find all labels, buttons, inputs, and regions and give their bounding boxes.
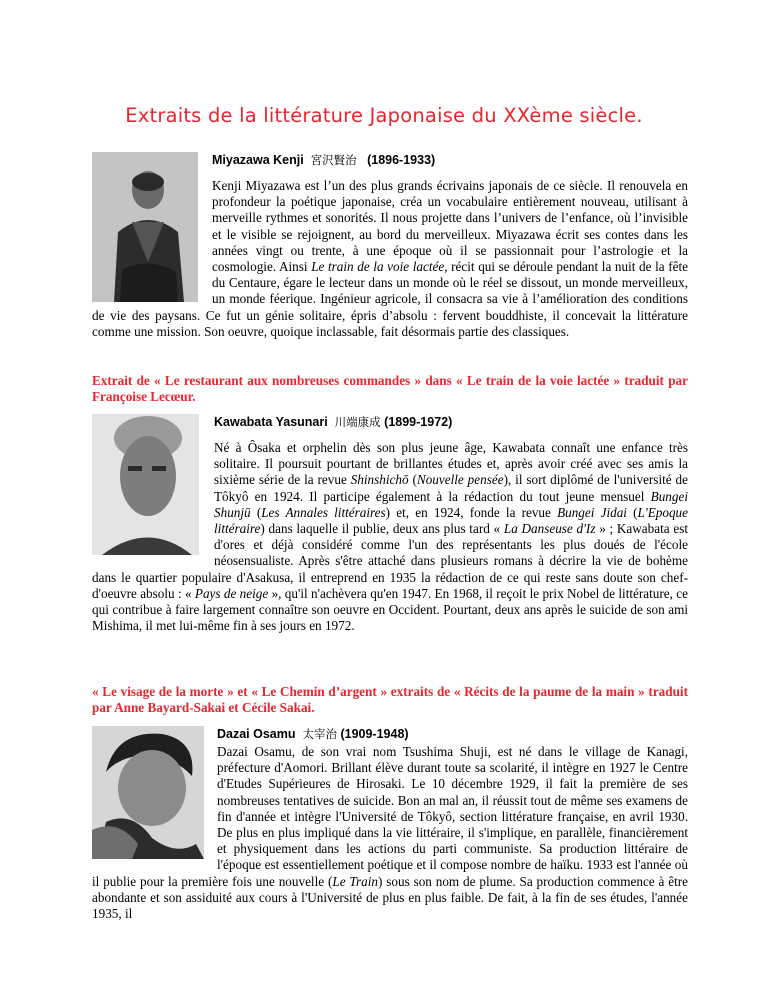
author-bio-miyazawa: Kenji Miyazawa est l’un des plus grands écrivains japonais de ce siècle. Il renouvela en profondeur la poétique japonaise, créa un vocabulaire entièrement nouveau, utilisant à merveille rythmes et sonorités. Il nous projette dans l’univers de l’enfance, où l’invisible et le visible se rejoignent, au bord du merveilleux. Miyazawa écrit ses contes dans les années vingt ou trente, à une époque où il se passionnait pour l’astrologie et la cosmologie. Ainsi Le train de la voie lactée, récit qui se déroule pendant la nuit de la fête du Centaure, égare le lecteur dans un monde où le réel se dissout, un monde merveilleux, un monde féerique. Ingénieur agricole, il consacra sa vie à l’amélioration des conditions de vie des paysans. Ce fut un génie solitaire, épris d’absolu : fervent bouddhiste, il concevait la littérature comme une mission. Son oeuvre, quoique inclassable, fait désormais partie des classiques. — [92, 178, 688, 339]
author-name: Miyazawa Kenji — [212, 153, 304, 167]
author-kanji: 川端康成 — [334, 415, 381, 429]
portrait-miyazawa-photo — [92, 152, 198, 302]
excerpt-note-kawabata: « Le visage de la morte » et « Le Chemin d’argent » extraits de « Récits de la paume de la main » traduit par Anne Bayard-Sakai et Cécile Sakai. — [92, 684, 688, 716]
author-kanji: 宮沢賢治 — [310, 153, 357, 167]
author-name: Dazai Osamu — [217, 727, 296, 741]
portrait-dazai-photo — [92, 726, 204, 859]
page-title: Extraits de la littérature Japonaise du XXème siècle. — [125, 104, 643, 127]
author-name: Kawabata Yasunari — [214, 415, 328, 429]
author-bio-dazai: Dazai Osamu, de son vrai nom Tsushima Shuji, est né dans le village de Kanagi, préfecture d'Aomori. Brillant élève durant toute sa scolarité, il intègre en 1927 le Centre d'Etudes Supérieures de Hirosaki. Le 10 décembre 1929, il fait la première de ses nombreuses tentatives de suicide. Bon an mal an, il réussit tout de même ses examens de fin d'année et intègre l'Université de Tôkyô, section littérature française, en avril 1930. De plus en plus impliqué dans la vie littéraire, il s'implique, en parallèle, financièrement et physiquement dans les actions du parti communiste. Sa production littéraire de l'époque est essentiellement poétique et il compose nombre de haïku. 1933 est l'année où il publie pour la première fois une nouvelle (Le Train) sous son nom de plume. Sa production commence à être abondante et son assiduité aux cours à l'Université de plus en plus faible. De fait, à la fin de ses études, l'année 1935, il — [92, 744, 688, 922]
author-dates: (1909-1948) — [340, 727, 409, 741]
author-section-kawabata — [92, 414, 688, 634]
author-kanji: 太宰治 — [302, 727, 337, 741]
author-bio-kawabata: Né à Ôsaka et orphelin dès son plus jeune âge, Kawabata connaît une enfance très solitaire. Il poursuit pourtant de brillantes études et, après avoir créé avec ses amis la sixième série de la revue Shinshichō (Nouvelle pensée), il sort diplômé de l'université de Tôkyô en 1924. Il participe également à la rédaction du tout jeune mensuel Bungei Shunjū (Les Annales littéraires) et, en 1924, fonde la revue Bungei Jidai (L'Epoque littéraire) dans laquelle il publie, deux ans plus tard « La Danseuse d'Iz » ; Kawabata est d'ores et déjà considéré comme l'un des représentants les plus doués de l'école néosensualiste. Après s'être attaché dans plusieurs romans à décrire la vie de bohème dans le quartier populaire d'Asakusa, il entreprend en 1935 la rédaction de ce qui reste sans doute son chef-d'oeuvre absolu : « Pays de neige », qu'il n'achèvera qu'en 1947. En 1968, il reçoit le prix Nobel de littérature, ce qui contribue à faire largement connaître son oeuvre en Occident. Pourtant, deux ans après le suicide de son ami Mishima, il met lui-même fin à ses jours en 1972. — [92, 440, 688, 634]
author-dates: (1899-1972) — [384, 415, 453, 429]
excerpt-note-miyazawa: Extrait de « Le restaurant aux nombreuses commandes » dans « Le train de la voie lactée » traduit par Françoise Lecœur. — [92, 373, 688, 405]
author-section-miyazawa — [92, 152, 688, 340]
author-section-dazai — [92, 726, 688, 922]
author-dates: (1896-1933) — [367, 153, 436, 167]
portrait-kawabata-photo — [92, 414, 199, 555]
